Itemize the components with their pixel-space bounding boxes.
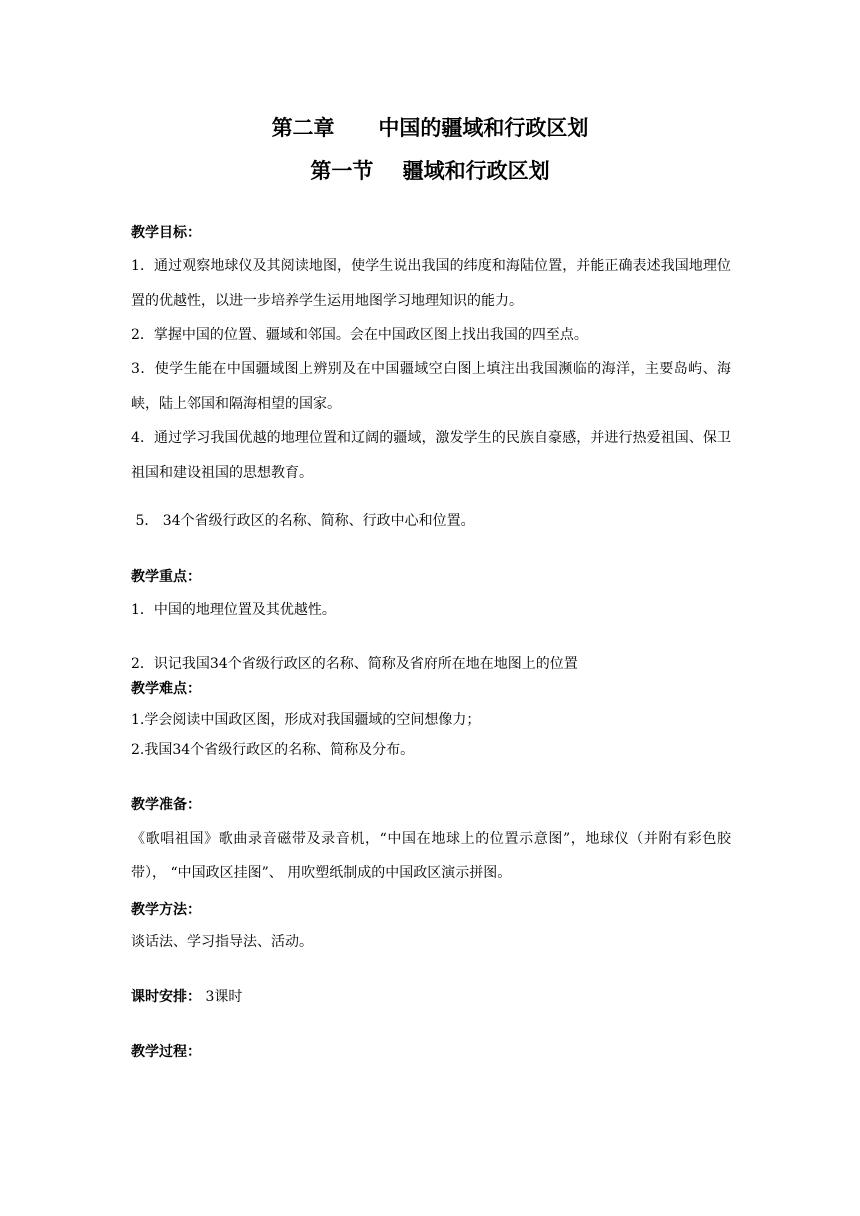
chapter-title: 第二章 中国的疆域和行政区划 <box>271 115 589 140</box>
methods-heading: 教学方法： <box>131 902 201 918</box>
schedule-heading: 课时安排： <box>131 989 201 1005</box>
preparation-text: 《歌唱祖国》歌曲录音磁带及录音机，“中国在地球上的位置示意图”，地球仪（并附有彩色胶带）， “中国政区挂图”、 用吹塑纸制成的中国政区演示拼图。 <box>131 831 731 881</box>
schedule-value: 3课时 <box>201 989 243 1005</box>
difficulty-item-2: 2.我国34个省级行政区的名称、简称及分布。 <box>131 742 415 758</box>
key-point-item-1: 1．中国的地理位置及其优越性。 <box>131 602 336 618</box>
objective-item-2: 2．掌握中国的位置、疆域和邻国。会在中国政区图上找出我国的四至点。 <box>131 327 588 343</box>
objective-item-1: 1．通过观察地球仪及其阅读地图，使学生说出我国的纬度和海陆位置，并能正确表述我国地理位置的优越性，以进一步培养学生运用地图学习地理知识的能力。 <box>131 258 731 309</box>
methods-text: 谈话法、学习指导法、活动。 <box>131 934 313 950</box>
section-title: 第一节 疆域和行政区划 <box>310 158 550 183</box>
difficulties-heading: 教学难点： <box>131 681 201 697</box>
objectives-heading: 教学目标： <box>131 225 201 241</box>
difficulty-item-1: 1.学会阅读中国政区图，形成对我国疆域的空间想像力； <box>131 712 481 728</box>
objective-item-4: 4．通过学习我国优越的地理位置和辽阔的疆域，激发学生的民族自豪感，并进行热爱祖国、保卫祖国和建设祖国的思想教育。 <box>131 430 731 481</box>
process-heading: 教学过程： <box>131 1044 201 1060</box>
key-points-heading: 教学重点： <box>131 569 201 585</box>
preparation-heading: 教学准备： <box>131 797 201 813</box>
objective-item-5: 5． 34个省级行政区的名称、简称、行政中心和位置。 <box>131 513 475 529</box>
objective-item-3: 3．使学生能在中国疆域图上辨别及在中国疆域空白图上填注出我国濒临的海洋，主要岛屿、海峡，陆上邻国和隔海相望的国家。 <box>131 361 731 412</box>
schedule-line <box>131 988 242 1006</box>
key-point-item-2: 2．识记我国34个省级行政区的名称、简称及省府所在地在地图上的位置 <box>131 656 578 672</box>
